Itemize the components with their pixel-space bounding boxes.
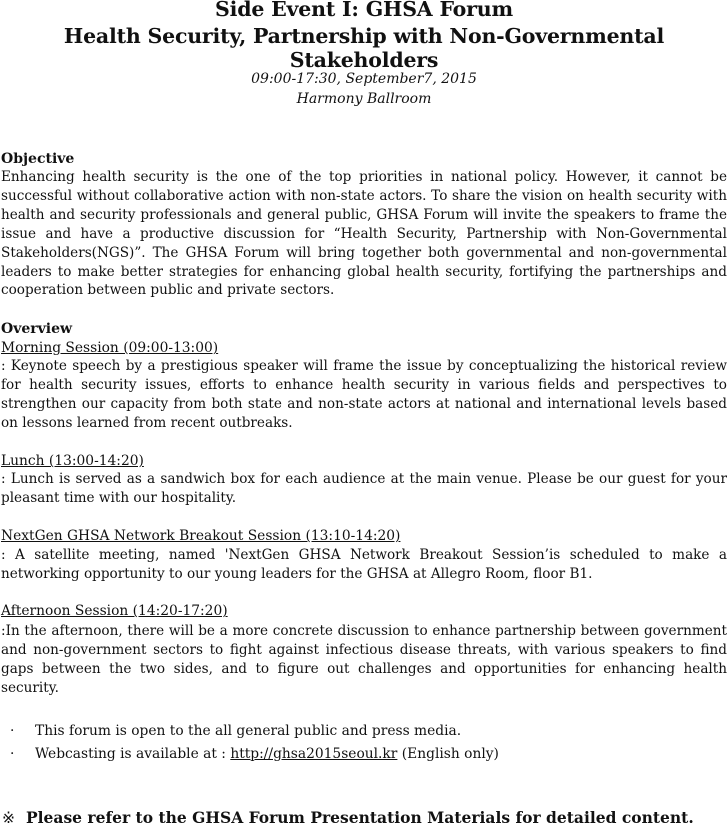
bullet-text-suffix: (English only)	[397, 746, 499, 762]
lunch-title: Lunch (13:00-14:20)	[1, 453, 144, 469]
morning-session-title: Morning Session (09:00-13:00)	[1, 340, 219, 356]
event-venue: Harmony Ballroom	[296, 91, 432, 107]
bullet-item-public	[10, 722, 461, 740]
reference-mark-icon: ※	[2, 809, 15, 827]
morning-session-text: : Keynote speech by a prestigious speaker will frame the issue by conceptualizing the historical review for health security issues, efforts to enhance health security in various fields and perspectives to strengthen our capacity from both state and non-state actors at national and international levels based on lessons learned from recent outbreaks.	[1, 358, 727, 431]
bullet-dot-icon: ·	[10, 723, 15, 739]
bullet-dot-icon: ·	[10, 746, 15, 762]
nextgen-session-title: NextGen GHSA Network Breakout Session (13:10-14:20)	[1, 528, 401, 544]
event-subtitle: Health Security, Partnership with Non-Governmental Stakeholders	[63, 24, 665, 72]
webcast-link[interactable]: http://ghsa2015seoul.kr	[230, 746, 398, 762]
bullet-text: This forum is open to the all general public and press media.	[35, 723, 462, 739]
afternoon-session-title: Afternoon Session (14:20-17:20)	[1, 603, 228, 619]
afternoon-session-text: :In the afternoon, there will be a more concrete discussion to enhance partnership between government and non-government sectors to fight against infectious disease threats, with various speakers to find gaps between the two sides, and to figure out challenges and opportunities for enhancing health security.	[1, 623, 727, 696]
reference-note	[2, 808, 694, 828]
lunch-text: : Lunch is served as a sandwich box for each audience at the main venue. Please be our guest for your pleasant time with our hospitality.	[1, 471, 727, 506]
event-title: Side Event I: GHSA Forum	[215, 0, 513, 21]
bullet-text-prefix: Webcasting is available at :	[35, 746, 231, 762]
objective-heading: Objective	[1, 151, 75, 167]
nextgen-session-text: : A satellite meeting, named 'NextGen GHSA Network Breakout Session’is scheduled to make a networking opportunity to our young leaders for the GHSA at Allegro Room, floor B1.	[1, 547, 727, 582]
overview-heading: Overview	[1, 321, 73, 337]
objective-text: Enhancing health security is the one of the top priorities in national policy. However, it cannot be successful without collaborative action with non-state actors. To share the vision on health security with health and security professionals and general public, GHSA Forum will invite the speakers to frame the issue and have a productive discussion for “Health Security, Partnership with Non-Governmental Stakeholders(NGS)”. The GHSA Forum will bring together both governmental and non-governmental leaders to make better strategies for enhancing global health security, fortifying the partnerships and cooperation between public and private sectors.	[1, 169, 727, 299]
event-datetime: 09:00-17:30, September7, 2015	[251, 71, 477, 87]
reference-note-text: Please refer to the GHSA Forum Presentation Materials for detailed content.	[26, 808, 694, 827]
bullet-item-webcast	[10, 745, 499, 763]
